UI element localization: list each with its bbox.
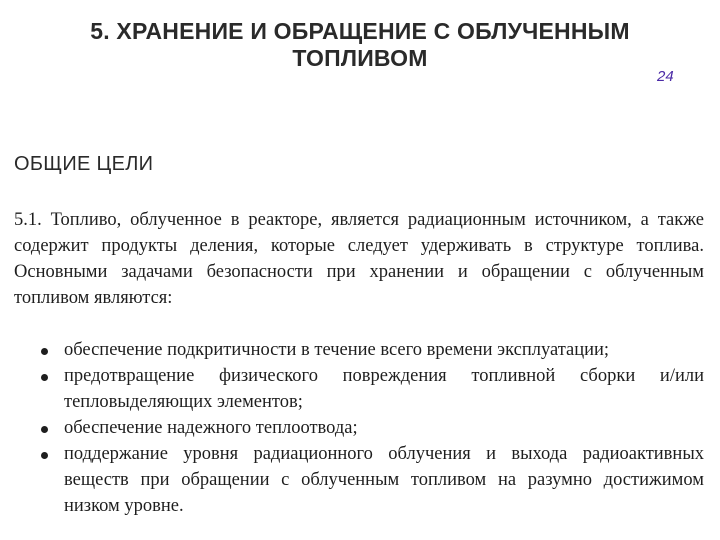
page-number: 24 — [657, 68, 674, 85]
list-item — [14, 337, 704, 363]
body-paragraph: 5.1. Топливо, облученное в реакторе, является радиационным источником, а также содержит продукты деления, которые следует удерживать в структуре топлива. Основными задачами безопасности при хранении и обращении с облученным топливом являются: — [14, 210, 704, 308]
bullet-icon — [41, 426, 48, 433]
list-item — [14, 441, 704, 519]
bullet-icon — [41, 374, 48, 381]
list-item — [14, 363, 704, 415]
section-heading: ОБЩИЕ ЦЕЛИ — [14, 153, 154, 175]
bullet-list — [14, 337, 704, 519]
list-item — [14, 415, 704, 441]
list-item-text: предотвращение физического повреждения топливной сборки и/или тепловыделяющих элементов; — [64, 366, 704, 412]
list-item-text: обеспечение надежного теплоотвода; — [64, 418, 358, 438]
list-item-text: поддержание уровня радиационного облучения и выхода радиоактивных веществ при обращении с облученным топливом на разумно достижимом низком уровне. — [64, 444, 704, 516]
bullet-icon — [41, 348, 48, 355]
list-item-text: обеспечение подкритичности в течение всего времени эксплуатации; — [64, 340, 610, 360]
bullet-icon — [41, 452, 48, 459]
slide-title: 5. ХРАНЕНИЕ И ОБРАЩЕНИЕ С ОБЛУЧЕННЫМ ТОПЛИВОМ — [90, 18, 630, 71]
